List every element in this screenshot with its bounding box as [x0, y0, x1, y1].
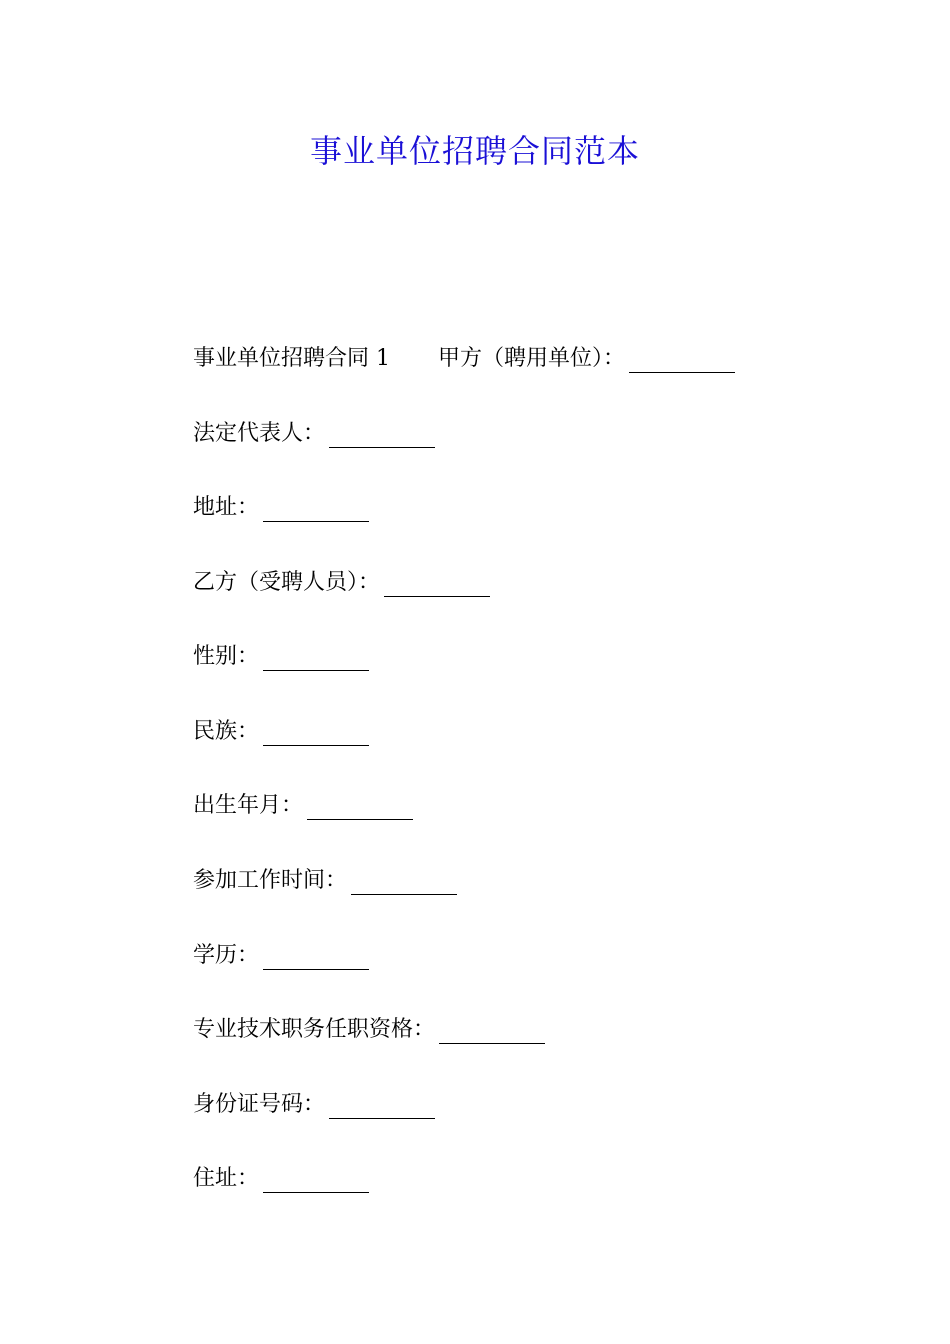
- residence-label: 住址：: [193, 1166, 260, 1191]
- party-b-blank[interactable]: [384, 570, 490, 597]
- address-blank[interactable]: [263, 495, 369, 522]
- field-row-education: [193, 940, 369, 972]
- intro-heading: 事业单位招聘合同 1: [193, 346, 390, 371]
- legal-rep-blank[interactable]: [329, 421, 435, 448]
- qualification-label: 专业技术职务任职资格：: [193, 1017, 436, 1042]
- field-row-residence: [193, 1163, 369, 1195]
- party-a-label: 甲方（聘用单位）：: [438, 346, 626, 371]
- field-row-ethnicity: [193, 716, 369, 748]
- residence-blank[interactable]: [263, 1166, 369, 1193]
- field-row-id-number: [193, 1089, 435, 1121]
- id-number-blank[interactable]: [329, 1092, 435, 1119]
- document-title: 事业单位招聘合同范本: [309, 132, 640, 170]
- gender-label: 性别：: [193, 644, 260, 669]
- gender-blank[interactable]: [263, 644, 369, 671]
- first-line: [193, 343, 735, 375]
- field-row-qualification: [193, 1014, 545, 1046]
- ethnicity-label: 民族：: [193, 719, 260, 744]
- field-row-legal-rep: [193, 418, 435, 450]
- party-b-label: 乙方（受聘人员）：: [193, 570, 381, 595]
- birth-label: 出生年月：: [193, 793, 304, 818]
- id-number-label: 身份证号码：: [193, 1092, 326, 1117]
- field-row-gender: [193, 641, 369, 673]
- education-label: 学历：: [193, 943, 260, 968]
- birth-blank[interactable]: [307, 793, 413, 820]
- party-a-blank[interactable]: [629, 346, 735, 373]
- ethnicity-blank[interactable]: [263, 719, 369, 746]
- legal-rep-label: 法定代表人：: [193, 421, 326, 446]
- field-row-birth: [193, 790, 413, 822]
- education-blank[interactable]: [263, 943, 369, 970]
- work-start-label: 参加工作时间：: [193, 868, 348, 893]
- work-start-blank[interactable]: [351, 868, 457, 895]
- field-row-party-b: [193, 567, 490, 599]
- field-row-address: [193, 492, 369, 524]
- field-row-work-start: [193, 865, 457, 897]
- qualification-blank[interactable]: [439, 1017, 545, 1044]
- address-label: 地址：: [193, 495, 260, 520]
